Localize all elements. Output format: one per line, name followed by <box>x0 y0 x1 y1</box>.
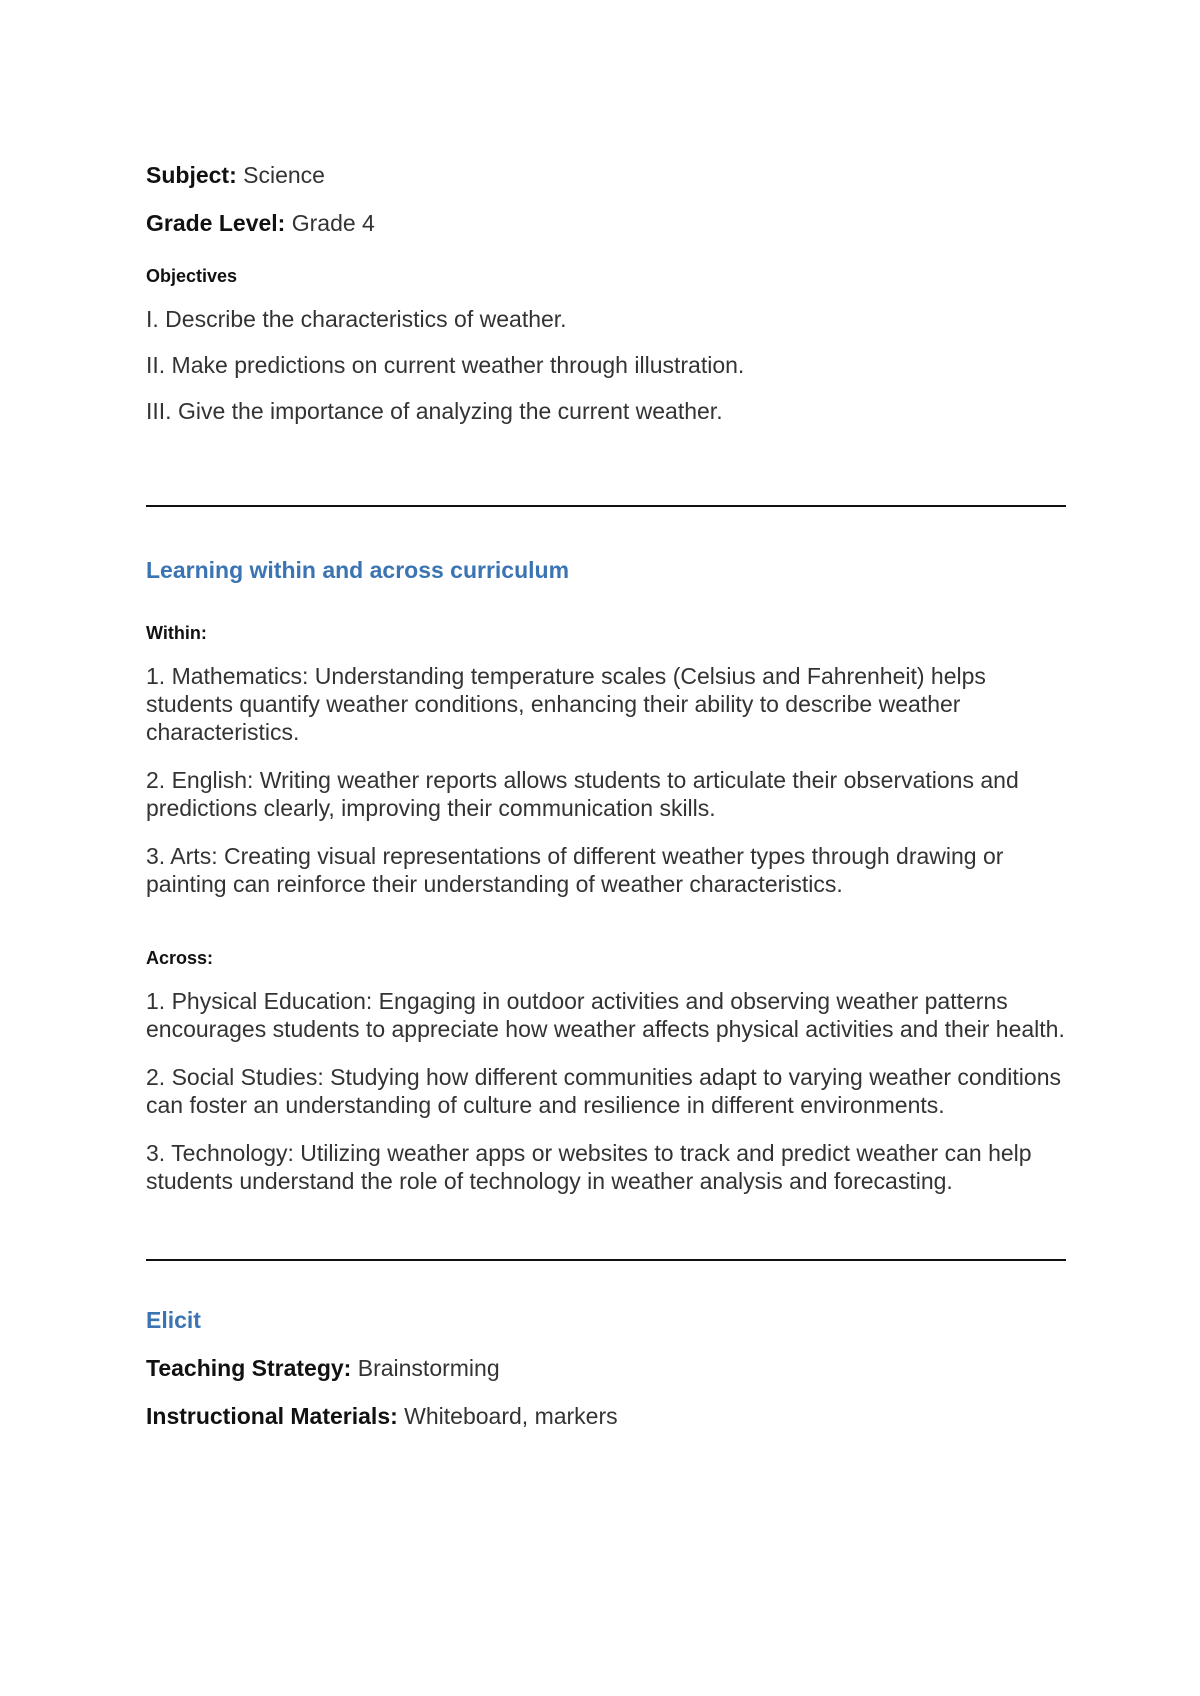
instructional-materials-value: Whiteboard, markers <box>404 1403 618 1429</box>
teaching-strategy-value: Brainstorming <box>357 1355 500 1381</box>
objective-item: III. Give the importance of analyzing the current weather. <box>146 398 723 424</box>
subject-field <box>146 160 1066 190</box>
within-heading: Within: <box>146 623 207 643</box>
objective-item: II. Make predictions on current weather through illustration. <box>146 352 745 378</box>
objectives-heading: Objectives <box>146 266 238 286</box>
teaching-strategy-label: Teaching Strategy: <box>146 1355 352 1381</box>
instructional-materials-label: Instructional Materials: <box>146 1403 398 1429</box>
across-item: 1. Physical Education: Engaging in outdoor activities and observing weather patterns encourages students to appreciate how weather affects physical activities and their health. <box>146 988 1065 1042</box>
subject-value: Science <box>243 162 325 188</box>
within-item: 2. English: Writing weather reports allows students to articulate their observations and predictions clearly, improving their communication skills. <box>146 767 1019 821</box>
elicit-section-title: Elicit <box>146 1307 201 1333</box>
across-item: 2. Social Studies: Studying how different communities adapt to varying weather conditions can foster an understanding of culture and resilience in different environments. <box>146 1064 1061 1118</box>
subject-label: Subject: <box>146 162 237 188</box>
objective-item: I. Describe the characteristics of weather. <box>146 306 567 332</box>
curriculum-section-title: Learning within and across curriculum <box>146 557 570 583</box>
grade-level-field <box>146 208 1066 238</box>
within-item: 1. Mathematics: Understanding temperature scales (Celsius and Fahrenheit) helps students quantify weather conditions, enhancing their ability to describe weather characteristics. <box>146 663 986 745</box>
teaching-strategy-field <box>146 1353 1066 1383</box>
section-divider <box>146 1259 1066 1261</box>
grade-level-value: Grade 4 <box>291 210 375 236</box>
across-item: 3. Technology: Utilizing weather apps or websites to track and predict weather can help students understand the role of technology in weather analysis and forecasting. <box>146 1140 1032 1194</box>
across-heading: Across: <box>146 948 214 968</box>
section-divider <box>146 505 1066 507</box>
instructional-materials-field <box>146 1401 1066 1431</box>
document-page <box>146 160 1066 1449</box>
within-item: 3. Arts: Creating visual representations of different weather types through drawing or painting can reinforce their understanding of weather characteristics. <box>146 843 1004 897</box>
grade-level-label: Grade Level: <box>146 210 286 236</box>
